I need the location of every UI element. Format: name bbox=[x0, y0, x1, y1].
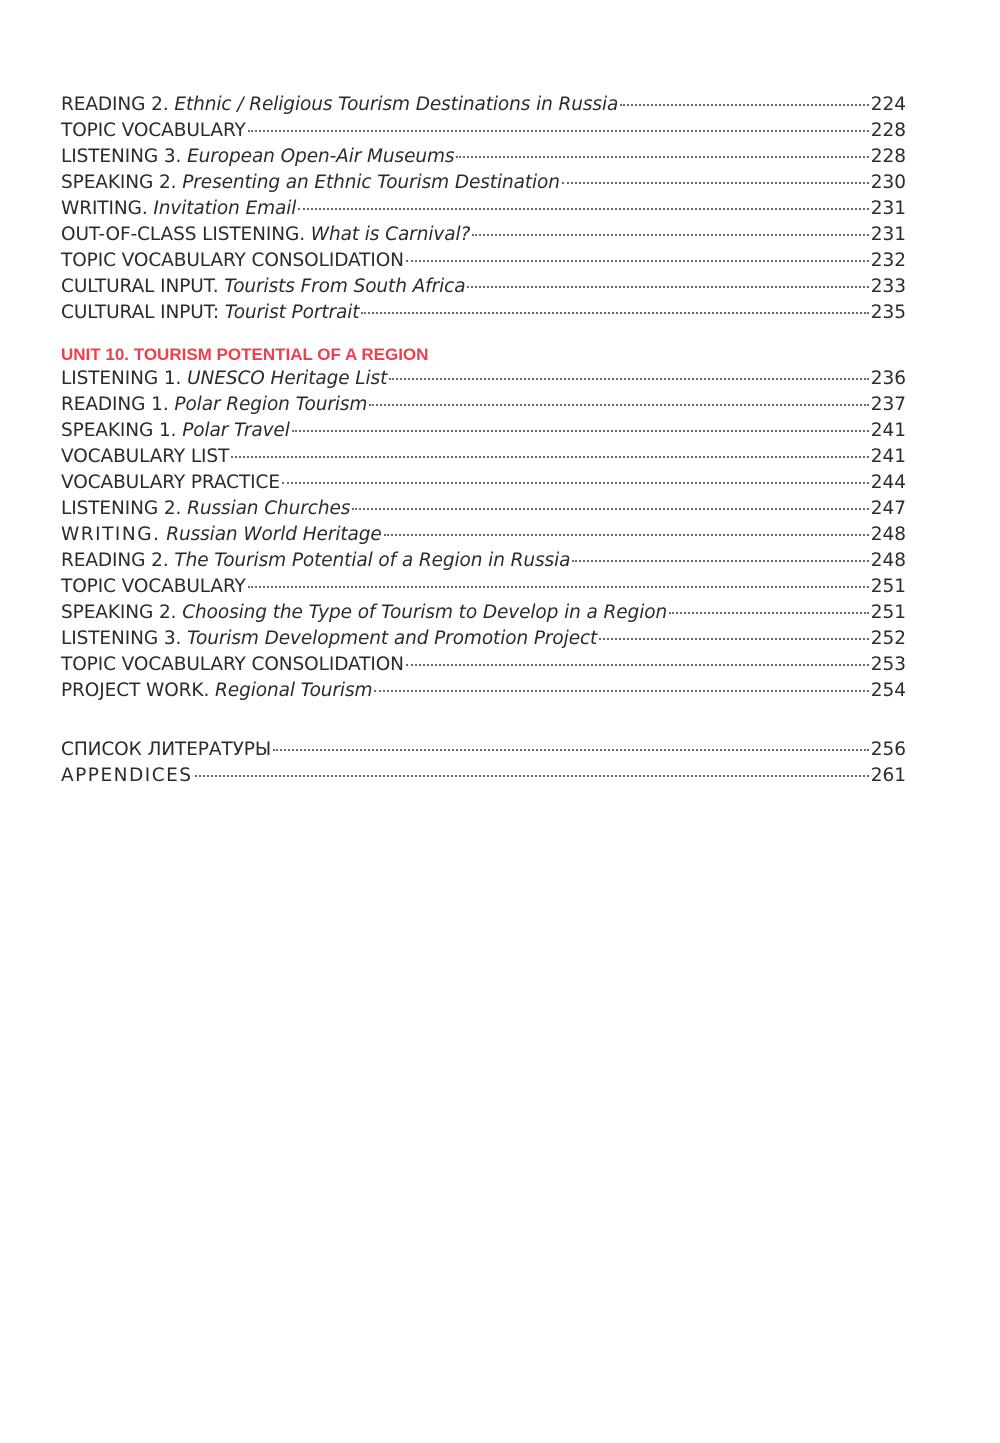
dot-leader bbox=[195, 775, 869, 777]
toc-row[interactable] bbox=[61, 248, 906, 274]
toc-entry-label bbox=[61, 548, 570, 574]
page-number: 244 bbox=[870, 472, 906, 493]
dot-leader bbox=[292, 430, 869, 432]
toc-row[interactable] bbox=[61, 144, 906, 170]
toc-row[interactable] bbox=[61, 470, 906, 496]
toc-row[interactable] bbox=[61, 392, 906, 418]
dot-leader bbox=[599, 638, 868, 640]
toc-row[interactable] bbox=[61, 274, 906, 300]
toc-entry-label bbox=[61, 444, 229, 470]
page-number: 231 bbox=[870, 224, 906, 245]
toc-row[interactable] bbox=[61, 418, 906, 444]
entry-title: Ethnic / Religious Tourism Destinations in Russia bbox=[174, 94, 619, 115]
dot-leader bbox=[231, 456, 868, 458]
toc-row[interactable] bbox=[61, 737, 906, 763]
entry-kind: CULTURAL INPUT. bbox=[61, 276, 219, 297]
page-number: 252 bbox=[870, 628, 906, 649]
toc-row[interactable] bbox=[61, 763, 906, 789]
entry-kind: OUT-OF-CLASS LISTENING. bbox=[61, 224, 305, 245]
page-number: 241 bbox=[870, 446, 906, 467]
toc-entry-label bbox=[61, 144, 454, 170]
dot-leader bbox=[369, 404, 868, 406]
toc-entry-label bbox=[61, 418, 290, 444]
toc-entry-label bbox=[61, 600, 667, 626]
entry-kind: WRITING. bbox=[61, 198, 148, 219]
toc-entry-label bbox=[61, 366, 387, 392]
toc-section-unit10 bbox=[61, 366, 906, 704]
page-number: 228 bbox=[870, 120, 906, 141]
toc-entry-label bbox=[61, 248, 404, 274]
page-number: 261 bbox=[870, 765, 906, 786]
page-number: 247 bbox=[870, 498, 906, 519]
entry-title: UNESCO Heritage List bbox=[187, 368, 388, 389]
dot-leader bbox=[406, 664, 869, 666]
entry-title: Regional Tourism bbox=[215, 680, 373, 701]
entry-kind: PROJECT WORK. bbox=[61, 680, 210, 701]
page-number: 253 bbox=[870, 654, 906, 675]
toc-entry-label bbox=[61, 300, 359, 326]
entry-kind: APPENDICES bbox=[61, 765, 193, 786]
toc-row[interactable] bbox=[61, 444, 906, 470]
toc-entry-label bbox=[61, 392, 367, 418]
toc-row[interactable] bbox=[61, 548, 906, 574]
toc-entry-label bbox=[61, 626, 597, 652]
page-number: 230 bbox=[870, 172, 906, 193]
page-number: 251 bbox=[870, 576, 906, 597]
entry-kind: СПИСОК ЛИТЕРАТУРЫ bbox=[61, 739, 272, 760]
dot-leader bbox=[361, 312, 868, 314]
toc-row[interactable] bbox=[61, 522, 906, 548]
entry-title: Invitation Email bbox=[153, 198, 297, 219]
toc-entry-label bbox=[61, 496, 350, 522]
dot-leader bbox=[572, 560, 868, 562]
entry-title: The Tourism Potential of a Region in Russia bbox=[174, 550, 571, 571]
toc-row[interactable] bbox=[61, 170, 906, 196]
toc-row[interactable] bbox=[61, 196, 906, 222]
dot-leader bbox=[456, 156, 868, 158]
entry-title: Tourists From South Africa bbox=[224, 276, 466, 297]
toc-entry-label bbox=[61, 522, 382, 548]
toc-row[interactable] bbox=[61, 496, 906, 522]
toc-row[interactable] bbox=[61, 222, 906, 248]
toc-entry-label bbox=[61, 574, 246, 600]
entry-title: What is Carnival? bbox=[310, 224, 471, 245]
page-number: 232 bbox=[870, 250, 906, 271]
toc-entry-label bbox=[61, 274, 465, 300]
entry-kind: READING 2. bbox=[61, 550, 169, 571]
toc-row[interactable] bbox=[61, 626, 906, 652]
entry-kind: VOCABULARY PRACTICE bbox=[61, 472, 280, 493]
page-number: 237 bbox=[870, 394, 906, 415]
unit-heading[interactable]: UNIT 10. TOURISM POTENTIAL OF A REGION bbox=[61, 345, 429, 364]
page-number: 224 bbox=[870, 94, 906, 115]
page-number: 231 bbox=[870, 198, 906, 219]
toc-row[interactable] bbox=[61, 300, 906, 326]
toc-row[interactable] bbox=[61, 118, 906, 144]
dot-leader bbox=[374, 690, 868, 692]
dot-leader bbox=[248, 586, 869, 588]
toc-entry-label bbox=[61, 737, 271, 763]
entry-title: European Open-Air Museums bbox=[187, 146, 455, 167]
toc-row[interactable] bbox=[61, 600, 906, 626]
page-number: 236 bbox=[870, 368, 906, 389]
entry-kind: LISTENING 3. bbox=[61, 146, 182, 167]
dot-leader bbox=[669, 612, 869, 614]
toc-entry-label bbox=[61, 763, 193, 789]
page-number: 241 bbox=[870, 420, 906, 441]
dot-leader bbox=[273, 749, 869, 751]
toc-entry-label bbox=[61, 470, 280, 496]
toc-row[interactable] bbox=[61, 574, 906, 600]
toc-entry-label bbox=[61, 118, 246, 144]
entry-title: Polar Region Tourism bbox=[174, 394, 368, 415]
dot-leader bbox=[467, 286, 868, 288]
dot-leader bbox=[384, 534, 869, 536]
toc-section-end-matter bbox=[61, 737, 906, 789]
page-number: 251 bbox=[870, 602, 906, 623]
dot-leader bbox=[248, 130, 869, 132]
entry-kind: LISTENING 1. bbox=[61, 368, 182, 389]
dot-leader bbox=[389, 378, 868, 380]
toc-section-unit9-continued bbox=[61, 92, 906, 326]
toc-entry-label bbox=[61, 196, 296, 222]
page-number: 233 bbox=[870, 276, 906, 297]
dot-leader bbox=[352, 508, 868, 510]
entry-kind: TOPIC VOCABULARY CONSOLIDATION bbox=[61, 250, 404, 271]
toc-entry-label bbox=[61, 92, 618, 118]
entry-title: Russian Churches bbox=[187, 498, 351, 519]
toc-entry-label bbox=[61, 222, 470, 248]
toc-entry-label bbox=[61, 678, 372, 704]
entry-kind: TOPIC VOCABULARY bbox=[61, 120, 246, 141]
dot-leader bbox=[406, 260, 869, 262]
toc-entry-label bbox=[61, 170, 560, 196]
dot-leader bbox=[298, 208, 868, 210]
entry-title: Choosing the Type of Tourism to Develop in a Region bbox=[182, 602, 668, 623]
page-number: 248 bbox=[870, 524, 906, 545]
entry-kind: TOPIC VOCABULARY bbox=[61, 576, 246, 597]
entry-kind: CULTURAL INPUT: bbox=[61, 302, 219, 323]
page-number: 256 bbox=[870, 739, 906, 760]
entry-title: Tourist Portrait bbox=[224, 302, 360, 323]
entry-kind: READING 2. bbox=[61, 94, 169, 115]
toc-row[interactable] bbox=[61, 652, 906, 678]
entry-kind: TOPIC VOCABULARY CONSOLIDATION bbox=[61, 654, 404, 675]
entry-kind: SPEAKING 2. bbox=[61, 602, 177, 623]
toc-row[interactable] bbox=[61, 366, 906, 392]
page-number: 248 bbox=[870, 550, 906, 571]
dot-leader bbox=[472, 234, 868, 236]
page-number: 254 bbox=[870, 680, 906, 701]
dot-leader bbox=[282, 482, 869, 484]
toc-row[interactable] bbox=[61, 678, 906, 704]
page-number: 228 bbox=[870, 146, 906, 167]
entry-kind: SPEAKING 2. bbox=[61, 172, 177, 193]
page-number: 235 bbox=[870, 302, 906, 323]
section-spacer bbox=[61, 704, 906, 737]
entry-kind: READING 1. bbox=[61, 394, 169, 415]
entry-kind: WRITING. bbox=[61, 524, 161, 545]
entry-kind: LISTENING 2. bbox=[61, 498, 182, 519]
table-of-contents bbox=[61, 92, 906, 789]
entry-kind: LISTENING 3. bbox=[61, 628, 182, 649]
entry-title: Tourism Development and Promotion Project bbox=[187, 628, 598, 649]
dot-leader bbox=[562, 182, 869, 184]
toc-entry-label bbox=[61, 652, 404, 678]
entry-title: Russian World Heritage bbox=[166, 524, 382, 545]
entry-kind: VOCABULARY LIST bbox=[61, 446, 230, 467]
entry-title: Polar Travel bbox=[182, 420, 290, 441]
entry-title: Presenting an Ethnic Tourism Destination bbox=[182, 172, 560, 193]
dot-leader bbox=[620, 104, 868, 106]
entry-kind: SPEAKING 1. bbox=[61, 420, 177, 441]
toc-row[interactable] bbox=[61, 92, 906, 118]
